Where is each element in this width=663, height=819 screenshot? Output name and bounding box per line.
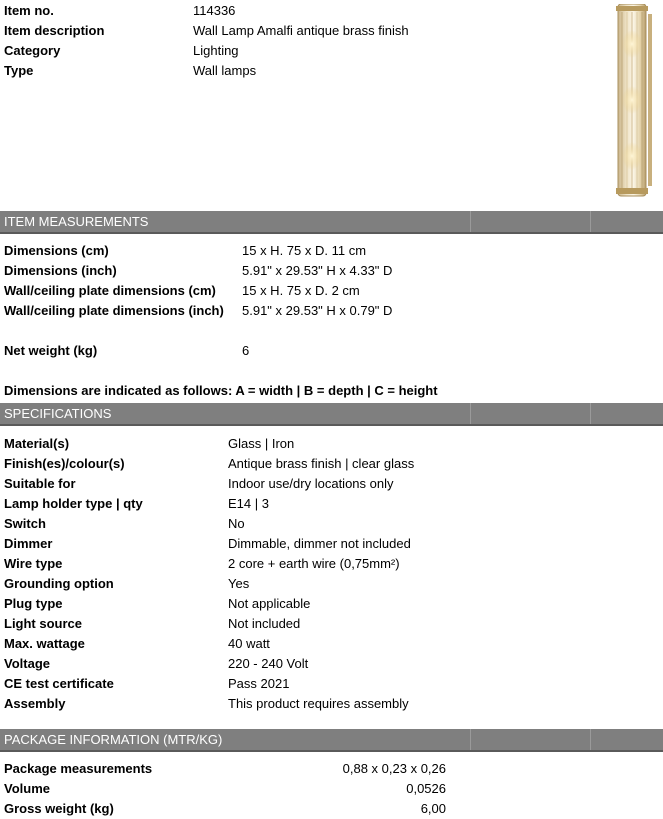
type-label: Type — [4, 63, 34, 78]
net-weight-value: 6 — [242, 343, 250, 358]
measurement-value: 5.91" x 29.53" H x 4.33" D — [242, 263, 393, 278]
spec-value: 40 watt — [228, 636, 270, 651]
measurement-value: 15 x H. 75 x D. 2 cm — [242, 283, 360, 298]
spec-value: This product requires assembly — [228, 696, 409, 711]
type-value: Wall lamps — [193, 63, 257, 78]
spec-label: Assembly — [4, 696, 66, 711]
item-measurements-title: ITEM MEASUREMENTS — [4, 214, 149, 229]
measurement-value: 5.91" x 29.53" H x 0.79" D — [242, 303, 393, 318]
specifications-header — [0, 403, 663, 424]
spec-label: Grounding option — [4, 576, 114, 591]
product-image — [612, 4, 660, 198]
spec-value: No — [228, 516, 245, 531]
spec-value: Antique brass finish | clear glass — [228, 456, 415, 471]
spec-label: Finish(es)/colour(s) — [4, 456, 125, 471]
net-weight-label: Net weight (kg) — [4, 343, 98, 358]
item-description-label: Item description — [4, 23, 105, 38]
spec-label: Max. wattage — [4, 636, 85, 651]
package-label: Volume — [4, 781, 50, 796]
package-row — [4, 799, 446, 819]
spec-label: Wire type — [4, 556, 63, 571]
spec-value: Not applicable — [228, 596, 311, 611]
spec-label: Light source — [4, 616, 83, 631]
spec-value: Pass 2021 — [228, 676, 290, 691]
spec-value: 2 core + earth wire (0,75mm²) — [228, 556, 400, 571]
item-measurements-header — [0, 211, 663, 232]
spec-value: 220 - 240 Volt — [228, 656, 309, 671]
spec-label: Lamp holder type | qty — [4, 496, 143, 511]
measurement-label: Wall/ceiling plate dimensions (cm) — [4, 283, 216, 298]
spec-value: E14 | 3 — [228, 496, 269, 511]
spec-value: Indoor use/dry locations only — [228, 476, 394, 491]
spec-label: Material(s) — [4, 436, 70, 451]
spec-label: Voltage — [4, 656, 50, 671]
package-value: 0,88 x 0,23 x 0,26 — [342, 761, 446, 776]
measurement-label: Dimensions (inch) — [4, 263, 117, 278]
spec-value: Dimmable, dimmer not included — [228, 536, 411, 551]
package-label: Gross weight (kg) — [4, 801, 114, 816]
spec-value: Not included — [228, 616, 301, 631]
package-row — [4, 759, 446, 779]
spec-label: Switch — [4, 516, 46, 531]
package-value: 0,0526 — [406, 781, 446, 796]
spec-label: CE test certificate — [4, 676, 114, 691]
category-value: Lighting — [193, 43, 239, 58]
dimensions-note: Dimensions are indicated as follows: A = width | B = depth | C = height — [4, 383, 438, 398]
spec-label: Suitable for — [4, 476, 76, 491]
measurement-value: 15 x H. 75 x D. 11 cm — [242, 243, 367, 258]
measurement-label: Dimensions (cm) — [4, 243, 109, 258]
package-information-header — [0, 729, 663, 750]
specifications-title: SPECIFICATIONS — [4, 406, 112, 421]
package-information-title: PACKAGE INFORMATION (MTR/KG) — [4, 732, 223, 747]
item-no-label: Item no. — [4, 3, 54, 18]
spec-label: Dimmer — [4, 536, 53, 551]
item-no-value: 114336 — [193, 3, 236, 18]
package-row — [4, 779, 446, 799]
item-description-value: Wall Lamp Amalfi antique brass finish — [193, 23, 409, 38]
measurement-label: Wall/ceiling plate dimensions (inch) — [4, 303, 224, 318]
spec-value: Yes — [228, 576, 250, 591]
spec-label: Plug type — [4, 596, 63, 611]
package-label: Package measurements — [4, 761, 153, 776]
category-label: Category — [4, 43, 61, 58]
spec-value: Glass | Iron — [228, 436, 295, 451]
package-value: 6,00 — [420, 801, 446, 816]
